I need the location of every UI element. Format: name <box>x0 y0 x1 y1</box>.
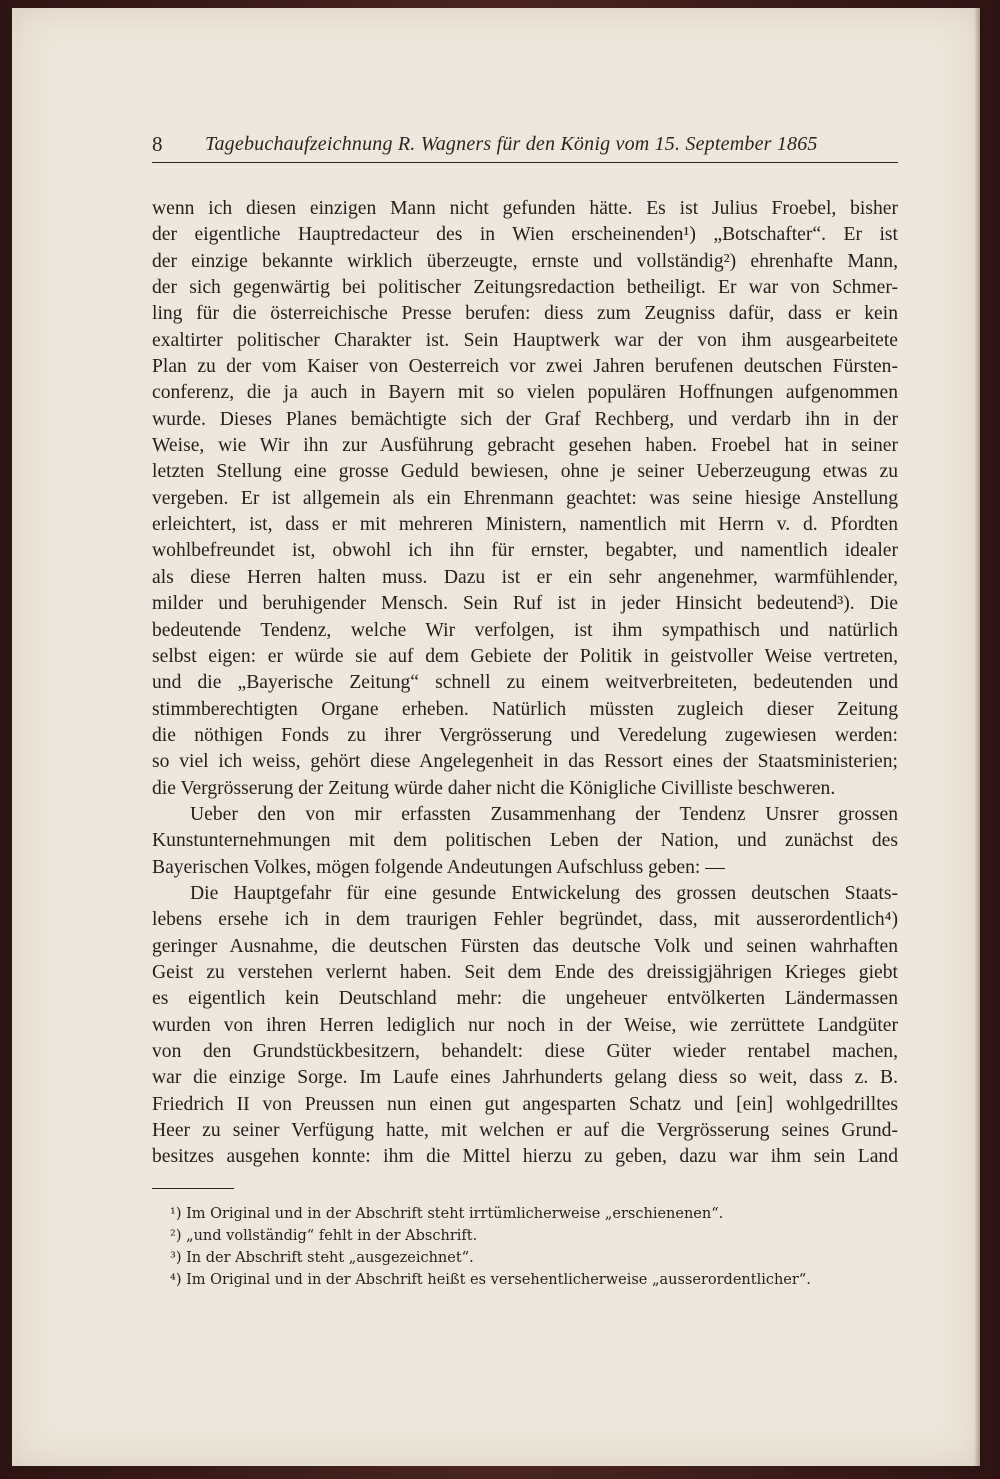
text-line: war die einzige Sorge. Im Laufe eines Jahrhunderts gelang diess so weit, dass z. B. <box>152 1067 898 1089</box>
text-line: wohlbefreundet ist, obwohl ich ihn für ernster, begabter, und namentlich idealer <box>152 540 898 562</box>
paragraph-start-line: Ueber den von mir erfassten Zusammenhang der Tendenz Unsrer grossen <box>190 803 898 825</box>
text-line: Weise, wie Wir ihn zur Ausführung gebracht gesehen haben. Froebel hat in seiner <box>152 435 898 457</box>
text-line: letzten Stellung eine grosse Geduld bewiesen, ohne je seiner Ueberzeugung etwas zu <box>152 461 898 483</box>
text-line: die nöthigen Fonds zu ihrer Vergrösserung und Veredelung zugewiesen werden: <box>152 724 898 746</box>
text-line: conferenz, die ja auch in Bayern mit so vielen populären Hoffnungen aufgenommen <box>152 382 898 404</box>
text-line: milder und beruhigender Mensch. Sein Ruf ist in jeder Hinsicht bedeutend³). Die <box>152 593 898 615</box>
text-line: es eigentlich kein Deutschland mehr: die ungeheuer entvölkerten Ländermassen <box>152 988 898 1010</box>
footnote: ³) In der Abschrift steht „ausgezeichnet“. <box>170 1250 474 1266</box>
text-line: geringer Ausnahme, die deutschen Fürsten das deutsche Volk und seinen wahrhaften <box>152 935 898 957</box>
text-line: wurden von ihren Herren lediglich nur noch in der Weise, wie zerrüttete Landgüter <box>152 1014 898 1036</box>
footnote: ¹) Im Original und in der Abschrift steht irrtümlicherweise „erschienenen“. <box>170 1206 724 1222</box>
text-line: die Vergrösserung der Zeitung würde daher nicht die Königliche Civilliste beschweren. <box>152 777 836 799</box>
page-number: 8 <box>152 132 163 156</box>
footnotes-block <box>170 1203 898 1291</box>
text-line: ling für die österreichische Presse berufen: diess zum Zeugniss dafür, dass er kein <box>152 303 898 325</box>
text-line: besitzes ausgehen konnte: ihm die Mittel hierzu zu geben, dazu war ihm sein Land <box>152 1146 898 1168</box>
text-line: der sich gegenwärtig bei politischer Zeitungsredaction betheiligt. Er war von Schmer- <box>152 277 898 299</box>
paragraph-start-line: Die Hauptgefahr für eine gesunde Entwickelung des grossen deutschen Staats- <box>190 882 898 904</box>
footnote-divider <box>152 1188 234 1189</box>
running-title: Tagebuchaufzeichnung R. Wagners für den König vom 15. September 1865 <box>205 133 818 155</box>
running-header <box>152 128 898 163</box>
text-line: selbst eigen: er würde sie auf dem Gebiete der Politik in geistvoller Weise vertreten, <box>152 645 898 667</box>
text-line: Geist zu verstehen verlernt haben. Seit dem Ende des dreissigjährigen Krieges giebt <box>152 961 898 983</box>
text-line: Heer zu seiner Verfügung hatte, mit welchen er auf die Vergrösserung seines Grund- <box>152 1120 898 1142</box>
text-line: bedeutende Tendenz, welche Wir verfolgen, ist ihm sympathisch und natürlich <box>152 619 898 641</box>
text-line: stimmberechtigten Organe erheben. Natürlich müssten zugleich dieser Zeitung <box>152 698 898 720</box>
text-line: Bayerischen Volkes, mögen folgende Andeutungen Aufschluss geben: — <box>152 856 725 878</box>
text-line: Kunstunternehmungen mit dem politischen Leben der Nation, und zunächst des <box>152 830 898 852</box>
text-line: wurde. Dieses Planes bemächtigte sich der Graf Rechberg, und verdarb ihn in der <box>152 408 898 430</box>
text-line: Plan zu der vom Kaiser von Oesterreich vor zwei Jahren berufenen deutschen Fürsten- <box>152 356 898 378</box>
text-line: von den Grundstückbesitzern, behandelt: diese Güter wieder rentabel machen, <box>152 1041 898 1062</box>
text-line: vergeben. Er ist allgemein als ein Ehrenmann geachtet: was seine hiesige Anstellung <box>152 487 898 509</box>
text-line: exaltirter politischer Charakter ist. Sein Hauptwerk war der von ihm ausgearbeitete <box>152 329 898 351</box>
text-line: Friedrich II von Preussen nun einen gut angesparten Schatz und [ein] wohlgedrilltes <box>152 1093 898 1115</box>
text-line: der einzige bekannte wirklich überzeugte, ernste und vollständig²) ehrenhafte Mann, <box>152 250 898 272</box>
text-line: der eigentliche Hauptredacteur des in Wien erscheinenden¹) „Botschafter“. Er ist <box>152 224 898 246</box>
main-text-block <box>152 196 898 1171</box>
text-line: und die „Bayerische Zeitung“ schnell zu einem weitverbreiteten, bedeutenden und <box>152 672 898 694</box>
text-line: als diese Herren halten muss. Dazu ist er ein sehr angenehmer, warmfühlender, <box>152 566 898 588</box>
footnote: ⁴) Im Original und in der Abschrift heißt es versehentlicherweise „ausserordentlicher“. <box>170 1272 811 1288</box>
text-line: wenn ich diesen einzigen Mann nicht gefunden hätte. Es ist Julius Froebel, bisher <box>152 198 898 219</box>
text-line: lebens ersehe ich in dem traurigen Fehler begründet, dass, mit ausserordentlich⁴) <box>152 909 898 931</box>
text-line: erleichtert, ist, dass er mit mehreren Ministern, namentlich mit Herrn v. d. Pfordten <box>152 514 898 536</box>
text-line: so viel ich weiss, gehört diese Angelegenheit in das Ressort eines der Staatsministerien; <box>152 751 898 773</box>
footnote: ²) „und vollständig“ fehlt in der Abschrift. <box>170 1228 478 1244</box>
